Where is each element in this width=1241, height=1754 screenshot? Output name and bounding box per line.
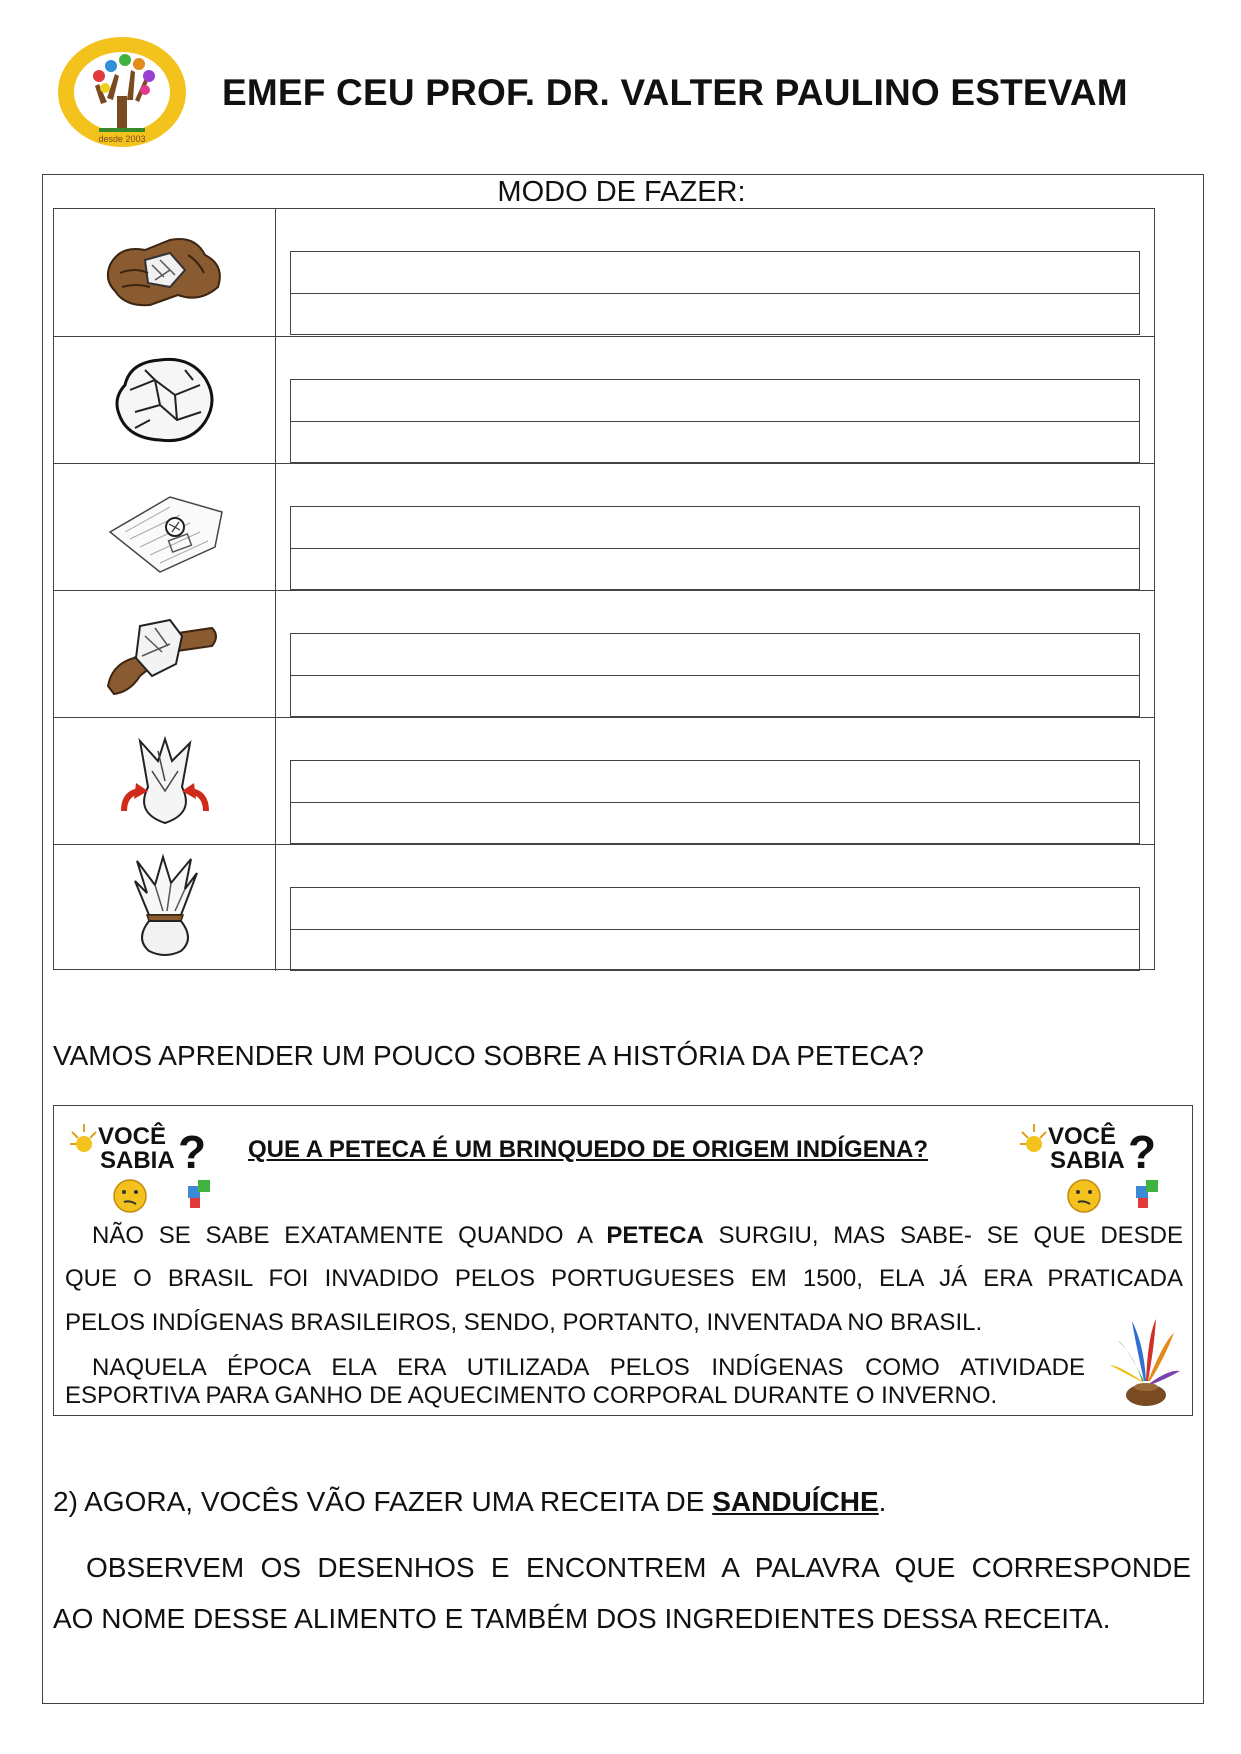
step-row [54, 590, 1154, 717]
school-logo [55, 34, 189, 150]
tied-peteca-icon [54, 845, 276, 971]
info-heading: QUE A PETECA É UM BRINQUEDO DE ORIGEM INDÍGENA? [248, 1136, 929, 1163]
svg-text:SABIA: SABIA [1050, 1147, 1125, 1174]
task-instruction: 2) AGORA, VOCÊS VÃO FAZER UMA RECEITA DE SANDUÍCHE. [53, 1486, 887, 1517]
answer-lines[interactable] [290, 887, 1140, 971]
svg-text:?: ? [1128, 1126, 1157, 1178]
info-paragraph-line: ESPORTIVA PARA GANHO DE AQUECIMENTO CORPORAL DURANTE O INVERNO. [65, 1382, 998, 1409]
voce-sabia-badge-left [70, 1118, 210, 1216]
feather-peteca-icon [1108, 1315, 1182, 1411]
answer-lines[interactable] [290, 633, 1140, 717]
step-row [54, 717, 1154, 844]
answer-lines[interactable] [290, 506, 1140, 590]
svg-text:?: ? [178, 1126, 207, 1178]
svg-text:VOCÊ: VOCÊ [1048, 1123, 1117, 1150]
crumpling-paper-hands-icon [54, 209, 276, 336]
folding-paper-arrows-icon [54, 718, 276, 844]
voce-sabia-badge-right [1020, 1118, 1160, 1216]
task-text-line: AO NOME DESSE ALIMENTO E TAMBÉM DOS INGREDIENTES DESSA RECEITA. [53, 1603, 1111, 1634]
steps-table [53, 208, 1155, 970]
step-row [54, 336, 1154, 463]
svg-text:SABIA: SABIA [100, 1147, 175, 1174]
info-paragraph-line: NÃO SE SABE EXATAMENTE QUANDO A PETECA SURGIU, MAS SABE- SE QUE DESDE [92, 1222, 1183, 1249]
answer-lines[interactable] [290, 251, 1140, 335]
answer-lines[interactable] [290, 379, 1140, 463]
step-row [54, 463, 1154, 590]
info-paragraph-line: QUE O BRASIL FOI INVADIDO PELOS PORTUGUESES EM 1500, ELA JÁ ERA PRATICADA [65, 1265, 1183, 1292]
section-title: MODO DE FAZER: [497, 176, 746, 208]
step-row [54, 209, 1154, 336]
paper-ball-on-sheet-icon [54, 464, 276, 590]
school-name: EMEF CEU PROF. DR. VALTER PAULINO ESTEVAM [222, 72, 1128, 113]
answer-lines[interactable] [290, 760, 1140, 844]
info-paragraph-line: NAQUELA ÉPOCA ELA ERA UTILIZADA PELOS INDÍGENAS COMO ATIVIDADE [92, 1354, 1085, 1381]
info-paragraph-line: PELOS INDÍGENAS BRASILEIROS, SENDO, PORTANTO, INVENTADA NO BRASIL. [65, 1309, 983, 1336]
history-question: VAMOS APRENDER UM POUCO SOBRE A HISTÓRIA DA PETECA? [53, 1040, 924, 1071]
task-text-line: OBSERVEM OS DESENHOS E ENCONTREM A PALAVRA QUE CORRESPONDE [86, 1552, 1191, 1583]
logo-since-text: desde 2003 [98, 134, 146, 144]
paper-ball-icon [54, 337, 276, 463]
svg-text:VOCÊ: VOCÊ [98, 1123, 167, 1150]
wrapping-paper-hand-icon [54, 591, 276, 717]
step-row [54, 844, 1154, 971]
